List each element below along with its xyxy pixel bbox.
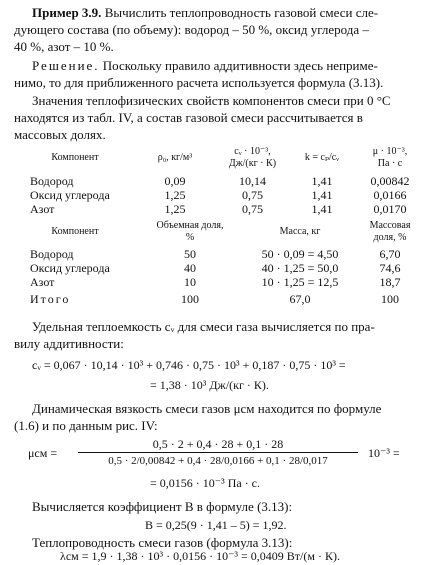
table-cell: 40 xyxy=(184,261,196,275)
table-row: Оксид углерода xyxy=(30,261,110,275)
table-cell: 10,14 xyxy=(239,174,266,188)
heat-line-2: вилу аддитивности: xyxy=(14,336,124,351)
table-cell: 1,25 xyxy=(164,202,186,216)
intro-line-3: массовых долях. xyxy=(14,127,106,142)
t2-header-mass-frac: Массовая xyxy=(369,220,411,231)
table-cell: 0,0166 xyxy=(373,188,407,202)
visc-lhs: μсм = xyxy=(28,446,58,460)
table-cell: 0,09 xyxy=(164,174,186,188)
solution-line-2: нимо, то для приближенного расчета используется формула (3.13). xyxy=(14,75,384,90)
heat-line-1: Удельная теплоемкость cᵥ для смеси газа вычисляется по пра- xyxy=(32,319,375,334)
fraction-bar xyxy=(78,452,358,453)
t1-header-cv-unit: Дж/(кг · К) xyxy=(228,158,277,169)
solution-label: Решение. xyxy=(32,58,100,73)
cond-line-1: Теплопроводность смеси газов (формула 3.13): xyxy=(32,535,293,550)
table-cell: 0,75 xyxy=(242,188,263,202)
visc-tail: 10⁻³ = xyxy=(368,446,400,460)
table-cell: 50 · 0,09 = 4,50 xyxy=(261,247,339,261)
t1-header-component: Компонент xyxy=(51,152,99,163)
example-paragraph: Пример 3.9. Вычислить теплопроводность газовой смеси сле- xyxy=(32,5,379,20)
table-cell: 1,25 xyxy=(164,188,186,202)
table-cell: 50 xyxy=(184,247,196,261)
cond-equation: λсм = 1,9 · 1,38 · 10³ · 0,0156 · 10⁻³ = 0,0409 Вт/(м · К). xyxy=(60,549,340,563)
t2-header-mass-frac-unit: доля, % xyxy=(373,232,407,243)
table-cell: 74,6 xyxy=(379,261,401,275)
coef-line-1: Вычисляется коэффициент B в формуле (3.13): xyxy=(32,499,293,514)
table-cell: 1,41 xyxy=(311,202,333,216)
t1-header-k: k = cₚ/cᵥ xyxy=(304,152,340,163)
table-row: Азот xyxy=(30,202,55,216)
visc-result: = 0,0156 · 10⁻³ Па · с. xyxy=(150,476,261,490)
visc-line-1: Динамическая вязкость смеси газов μсм находится по формуле xyxy=(32,401,382,416)
table-cell: 0,00842 xyxy=(370,174,410,188)
table-row: Азот xyxy=(30,275,55,289)
example-label: Пример 3.9. xyxy=(32,5,102,20)
table-cell: 10 xyxy=(184,275,196,289)
table-cell: 100 xyxy=(381,292,399,306)
coef-equation: B = 0,25(9 · 1,41 – 5) = 1,92. xyxy=(145,518,287,532)
t1-header-cv: cᵥ · 10⁻³, xyxy=(234,146,271,157)
table-total-row: Итого xyxy=(30,292,71,306)
t1-header-mu: μ · 10⁻³, xyxy=(372,146,408,157)
t1-header-density: ρ₀, кг/м³ xyxy=(157,152,193,163)
table-cell: 18,7 xyxy=(379,275,401,289)
table-cell: 67,0 xyxy=(289,292,311,306)
heat-equation-2: = 1,38 · 10³ Дж/(кг · К). xyxy=(150,378,269,392)
intro-line-2: находятся из табл. IV, а состав газовой смеси рассчитывается в xyxy=(14,110,363,125)
solution-paragraph: Решение. Поскольку правило аддитивности здесь неприме- xyxy=(32,58,378,73)
t2-header-mass: Масса, кг xyxy=(279,226,321,237)
table-cell: 10 · 1,25 = 12,5 xyxy=(261,275,339,289)
visc-numerator: 0,5 · 2 + 0,4 · 28 + 0,1 · 28 xyxy=(152,437,284,451)
table-cell: 0,0170 xyxy=(373,202,407,216)
table-cell: 0,75 xyxy=(242,202,263,216)
intro-line-1: Значения теплофизических свойств компонентов смеси при 0 °С xyxy=(32,93,391,108)
table-cell: 1,41 xyxy=(311,174,333,188)
table-cell: 100 xyxy=(181,292,199,306)
table-cell: 1,41 xyxy=(311,188,333,202)
t2-header-volume: Объемная доля, xyxy=(156,220,224,231)
t1-header-mu-unit: Па · с xyxy=(377,158,403,169)
visc-denominator: 0,5 · 2/0,00842 + 0,4 · 28/0,0166 + 0,1 · 28/0,017 xyxy=(108,455,328,467)
table-cell: 6,70 xyxy=(379,247,401,261)
example-line-3: 40 %, азот – 10 %. xyxy=(14,39,114,54)
heat-equation-1: cᵥ = 0,067 · 10,14 · 10³ + 0,746 · 0,75 · 10³ + 0,187 · 0,75 · 10³ = xyxy=(32,358,346,372)
table-cell: 40 · 1,25 = 50,0 xyxy=(261,261,339,275)
t2-header-component: Компонент xyxy=(51,226,99,237)
table-row: Оксид углерода xyxy=(30,188,110,202)
table-row: Водород xyxy=(30,174,74,188)
table-row: Водород xyxy=(30,247,74,261)
visc-line-2: (1.6) и по данным рис. IV: xyxy=(14,418,158,433)
t2-header-volume-unit: % xyxy=(185,232,195,243)
example-line-2: дующего состава (по объему): водород – 50 %, оксид углерода – xyxy=(14,22,369,37)
